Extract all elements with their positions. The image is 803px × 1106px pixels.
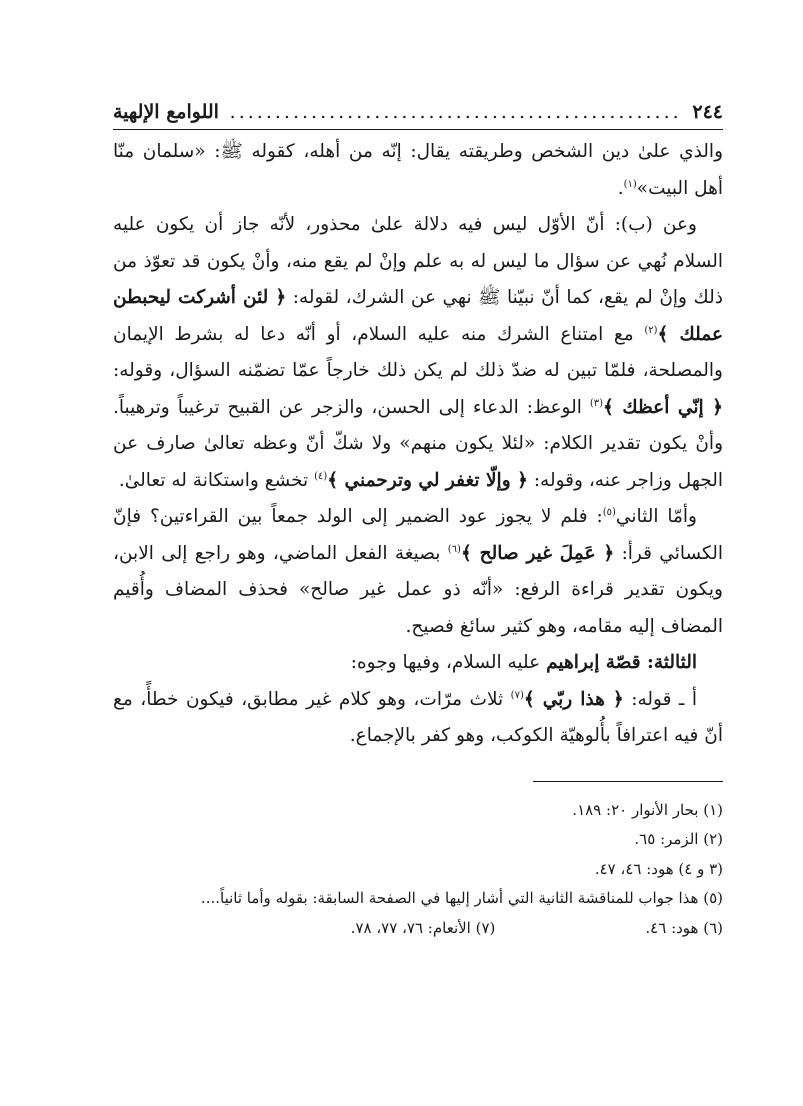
paragraph-3-part-1: وأمّا الثاني (615, 506, 697, 527)
paragraph-2 (113, 207, 723, 499)
main-text (113, 134, 723, 755)
footnote-7: (٧) الأنعام: ٧٦، ٧٧، ٧٨. (350, 918, 496, 937)
footnote-gap (495, 914, 645, 944)
paragraph-1-text: والذي علىٰ دين الشخص وطريقته يقال: إنّه من أهله، كقوله ﷺ: «سلمان منّا أهل البيت» (113, 141, 723, 199)
footnote-separator (533, 781, 723, 782)
footnote-ref-3: (٣) (589, 397, 604, 409)
footnote-ref-5: (٥) (602, 506, 616, 518)
running-title: اللوامع الإلهية (113, 101, 219, 123)
paragraph-1 (113, 134, 723, 207)
quran-quote-1: ﴿ لئن أشركت ليحبطن عملك ﴾ (113, 287, 723, 345)
paragraph-1-tail: . (617, 177, 624, 199)
section-heading-rest: عليه السلام، وفيها وجوه: (350, 652, 541, 673)
book-page (113, 95, 723, 943)
paragraph-2-part-4: تخشع واستكانة له تعالىٰ. (118, 469, 309, 491)
quran-quote-2: ﴿ إنّي أعظك ﴾ (603, 396, 723, 418)
footnote-ref-4: (٤) (314, 470, 328, 482)
paragraph-2-part-1: وعن (ب): أنّ الأوّل ليس فيه دلالة علىٰ محذور، لأنّه جاز أن يكون عليه السلام نُهي عن سؤال ما ليس له به علم وإنْ لم يقع منه، وأنْ يكون قد تعوّذ من ذلك وإنْ لم يقع، كما أنّ نبيّنا ﷺ نهي عن الشرك، لقوله: (113, 214, 723, 308)
running-header (113, 95, 723, 129)
quran-quote-5: ﴿ هذا ربّي ﴾ (523, 688, 624, 710)
footnote-1: (١) بحار الأنوار ٢٠: ١٨٩. (572, 800, 723, 819)
paragraph-5 (113, 682, 723, 755)
footnote-ref-2: (٢) (644, 324, 658, 336)
footnotes (113, 796, 723, 944)
quran-quote-3: ﴿ وإلّا تغفر لي وترحمني ﴾ (327, 469, 528, 491)
paragraph-5-part-1: أ ـ قوله: (631, 688, 697, 710)
paragraph-5-part-2: ثلاث مرّات، وهو كلام غير مطابق، فيكون خطأً، مع أنّ فيه اعترافاً بأُلوهيّة الكوكب، وهو كفر بالإجماع. (113, 688, 723, 746)
header-rule (113, 129, 723, 130)
footnote-ref-1: (١) (623, 178, 637, 190)
footnote-6: (٦) هود: ٤٦. (645, 918, 723, 937)
paragraph-3-part-3: بصيغة الفعل الماضي، وهو راجع إلى الابن، ويكون تقدير قراءة الرفع: «أنّه ذو عمل غير صالح» فحذف المضاف وأُقيم المضاف إليه مقامه، وهو كثير سائغ فصيح. (113, 542, 723, 637)
footnote-3-4: (٣ و ٤) هود: ٤٦، ٤٧. (594, 859, 723, 878)
section-heading: الثالثة: قصّة إبراهيم (546, 652, 697, 673)
footnote-ref-7: (٧) (510, 689, 524, 701)
page-number: ٢٤٤ (692, 101, 723, 123)
paragraph-2-part-3: الوعظ: الدعاء إلى الحسن، والزجر عن القبيح ترغيباً وترهيباً. وأنْ يكون تقدير الكلام: «لئلا يكون منهم» ولا شكّ أنّ وعظه تعالىٰ صارف عن الجهل وزاجر عنه، وقوله: (113, 396, 723, 491)
paragraph-3-part-2: : فلم لا يجوز عود الضمير إلى الولد جمعاً بين القراءتين؟ فإنّ الكسائي قرأ: (113, 506, 723, 564)
footnote-5: (٥) هذا جواب للمناقشة الثانية التي أشار إليها في الصفحة السابقة: بقوله وأما ثانياً.... (200, 889, 723, 907)
paragraph-4 (113, 645, 723, 682)
footnote-2: (٢) الزمر: ٦٥. (634, 830, 723, 848)
quran-quote-4: ﴿ عَمِلَ غير صالح ﴾ (460, 542, 615, 564)
paragraph-3 (113, 499, 723, 645)
footnote-ref-6: (٦) (447, 543, 461, 555)
leader-dots: .................................................. (229, 101, 682, 123)
footnote-6-7-row (113, 914, 723, 944)
paragraph-2-part-2: مع امتناع الشرك منه عليه السلام، أو أنّه دعا له بشرط الإيمان والمصلحة، فلمّا تبين له ضدّ ذلك لم يكن ذلك خارجاً عمّا تضمّنه السؤال، وقوله: (113, 323, 723, 381)
